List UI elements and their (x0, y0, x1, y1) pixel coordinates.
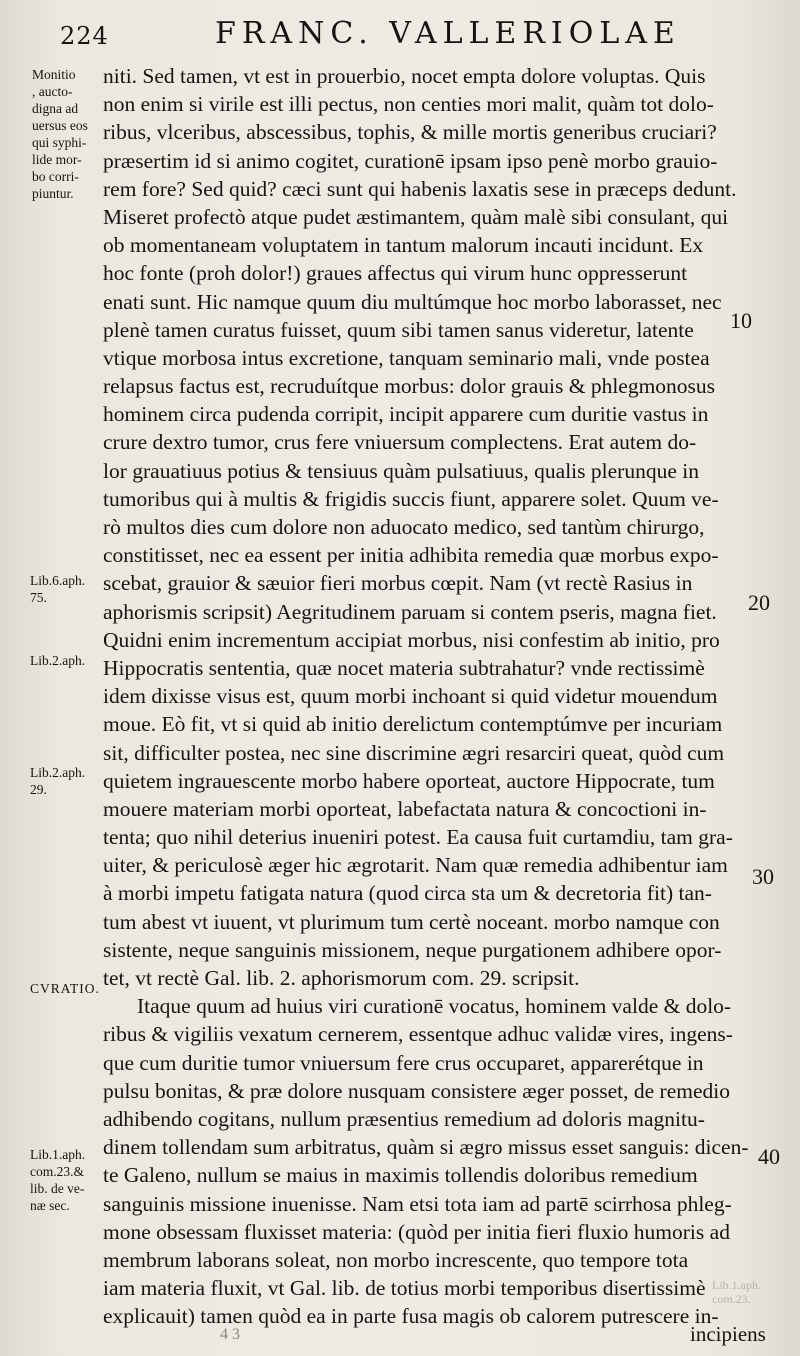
running-title: FRANC. VALLERIOLAE (215, 16, 681, 51)
page-number: 224 (60, 22, 109, 50)
text-line: non enim si virile est illi pectus, non centies mori malit, quàm tot dolo- (103, 92, 714, 117)
text-line: dinem tollendam sum arbitratus, quàm si ægro missus esset sanguis: dicen- (103, 1135, 749, 1160)
margin-note-line: Lib.2.aph. (30, 765, 86, 780)
text-line: mone obsessam fluxisset materia: (quòd per initia fieri fluxio humoris ad (103, 1219, 730, 1244)
text-line: niti. Sed tamen, vt est in prouerbio, nocet empta dolore voluptas. Quis (103, 64, 706, 88)
margin-note-reference (30, 764, 85, 798)
margin-note-line: uersus eos (32, 118, 88, 133)
margin-note-reference (30, 572, 85, 606)
text-line: enati sunt. Hic namque quum diu multúmque hoc morbo laborasset, nec (103, 289, 722, 314)
text-line: vtique morbosa intus excretione, tanquam seminario mali, vnde postea (103, 345, 710, 370)
margin-note-line: 75. (30, 590, 47, 605)
text-line: adhibendo cogitans, nullum præsentius remedium ad doloris magnitu- (103, 1106, 705, 1131)
margin-note-line: lide mor- (32, 152, 82, 167)
line-number: 10 (730, 308, 752, 333)
text-line: membrum laborans soleat, non morbo increscente, quo tempore tota (103, 1247, 689, 1272)
margin-note-line: Lib.2.aph. (30, 653, 86, 668)
text-line: ribus & vigiliis vexatum cernerem, essentque adhuc validæ vires, ingens- (103, 1022, 733, 1047)
text-line: idem dixisse visus est, quum morbi inchoant si quid videtur mouendum (103, 684, 718, 709)
bleed-through-line: com.23. (712, 1292, 751, 1306)
text-line: pulsu bonitas, & præ dolore nusquam consistere æger posset, de remedio (103, 1078, 730, 1103)
text-line: moue. Eò fit, vt si quid ab initio derelictum contemptúmve per incuriam (103, 712, 723, 737)
text-line: sit, difficulter postea, nec sine discrimine ægri resarciri queat, quòd cum (103, 740, 725, 765)
text-line: lor grauatiuus potius & tensiuus quàm pulsatiuus, qualis plerunque in (103, 458, 699, 483)
margin-note-reference (30, 652, 85, 669)
text-line: rem fore? Sed quid? cæci sunt qui habenis laxatis sese in præceps dedunt. (103, 176, 737, 201)
margin-note-line: bo corri- (32, 169, 79, 184)
text-line: Hippocratis sententia, quæ nocet materia subtrahatur? vnde rectissimè (103, 655, 705, 680)
paragraph-start-line: Itaque quum ad huius viri curationē vocatus, hominem valde & dolo- (137, 994, 732, 1019)
text-line: ribus, vlceribus, abscessibus, tophis, & mille mortis generibus cruciari? (103, 120, 717, 145)
text-line: constitisset, nec ea essent per initia adhibita remedia quæ morbus expo- (103, 543, 719, 568)
text-line: sanguinis missione inuenisse. Nam etsi tota iam ad partē scirrhosa phleg- (103, 1191, 732, 1216)
text-line: iam materia fluxit, vt Gal. lib. de totius morbi temporibus disertissimè (103, 1276, 706, 1301)
text-line: plenè tamen curatus fuisset, quum sibi tamen sanus videretur, latente (103, 317, 694, 342)
margin-note-line: lib. de ve- (30, 1181, 85, 1196)
text-line: quietem ingrauescente morbo habere oporteat, auctore Hippocrate, tum (103, 768, 715, 793)
text-line: hominem circa pudenda corripit, incipit apparere cum duritie vastus in (103, 402, 709, 427)
text-line: tenta; quo nihil deterius inueniri potest. Ea causa fuit curtamdiu, tam gra- (103, 825, 733, 850)
margin-note-curatio (30, 980, 100, 997)
margin-note-line: com.23.& (30, 1164, 84, 1179)
text-line: à morbi impetu fatigata natura (quod circa sta um & decretoria fit) tan- (103, 881, 712, 906)
text-line: Miseret profectò atque pudet æstimantem, quàm malè sibi consulant, qui (103, 204, 729, 229)
text-line: scebat, grauior & sæuior fieri morbus cœpit. Nam (vt rectè Rasius in (103, 571, 693, 596)
text-line: Quidni enim incrementum accipiat morbus, nisi confestim ab initio, pro (103, 627, 720, 652)
signature-mark: 4 3 (220, 1326, 240, 1343)
margin-note-line: 29. (30, 782, 47, 797)
margin-note-line: Lib.6.aph. (30, 573, 86, 588)
text-line: aphorismis scripsit) Aegritudinem paruam si contem pseris, magna fiet. (103, 599, 717, 624)
margin-note-line: qui syphi- (32, 135, 87, 150)
text-line: sistente, neque sanguinis missionem, neque purgationem adhibere opor- (103, 937, 722, 962)
line-number: 20 (748, 590, 770, 615)
line-number: 30 (752, 864, 774, 889)
margin-note-monitio (32, 66, 88, 202)
text-line: præsertim id si animo cogitet, curationē ipsam ipso penè morbo grauio- (103, 148, 718, 173)
margin-note-reference (30, 1146, 85, 1214)
bleed-through-line: Lib.1.aph. (712, 1278, 761, 1292)
text-line: que cum duritie tumor vniuersum fere crus occuparet, apparerétque in (103, 1050, 704, 1075)
catchword: incipiens (690, 1322, 766, 1346)
line-number: 40 (758, 1144, 780, 1169)
margin-note-line: digna ad (32, 101, 79, 116)
text-line: uiter, & periculosè æger hic ægrotarit. Nam quæ remedia adhibentur iam (103, 853, 728, 878)
bleed-through-text (712, 1278, 761, 1306)
margin-note-line: piuntur. (32, 186, 74, 201)
text-line: te Galeno, nullum se maius in maximis tollendis doloribus remedium (103, 1163, 698, 1188)
text-line: relapsus factus est, recruduítque morbus: dolor grauis & phlegmonosus (103, 374, 716, 399)
text-line: tum abest vt iuuent, vt plurimum tum certè noceant. morbo namque con (103, 909, 720, 934)
text-line: hoc fonte (proh dolor!) graues affectus qui virum hunc oppresserunt (103, 261, 688, 286)
main-text-block (103, 62, 771, 1330)
text-line: crure dextro tumor, crus fere vniuersum complectens. Erat autem do- (103, 430, 697, 455)
margin-note-line: CVRATIO. (30, 981, 100, 996)
margin-note-line: , aucto- (32, 84, 73, 99)
margin-note-line: Monitio (32, 67, 76, 82)
margin-note-line: Lib.1.aph. (30, 1147, 86, 1162)
text-line: tet, vt rectè Gal. lib. 2. aphorismorum com. 29. scripsit. (103, 966, 580, 990)
margin-note-line: næ sec. (30, 1198, 70, 1213)
text-line: rò multos dies cum dolore non aduocato medico, sed tantùm chirurgo, (103, 515, 705, 539)
text-line: ob momentaneam voluptatem in tantum malorum incauti incidunt. Ex (103, 233, 704, 258)
text-line: explicauit) tamen quòd ea in parte fusa magis ob calorem putrescere in- (103, 1304, 719, 1329)
text-line: tumoribus qui à multis & frigidis succis fiunt, apparere solet. Quum ve- (103, 486, 719, 511)
text-line: mouere materiam morbi oporteat, labefactata natura & concoctioni in- (103, 796, 707, 821)
